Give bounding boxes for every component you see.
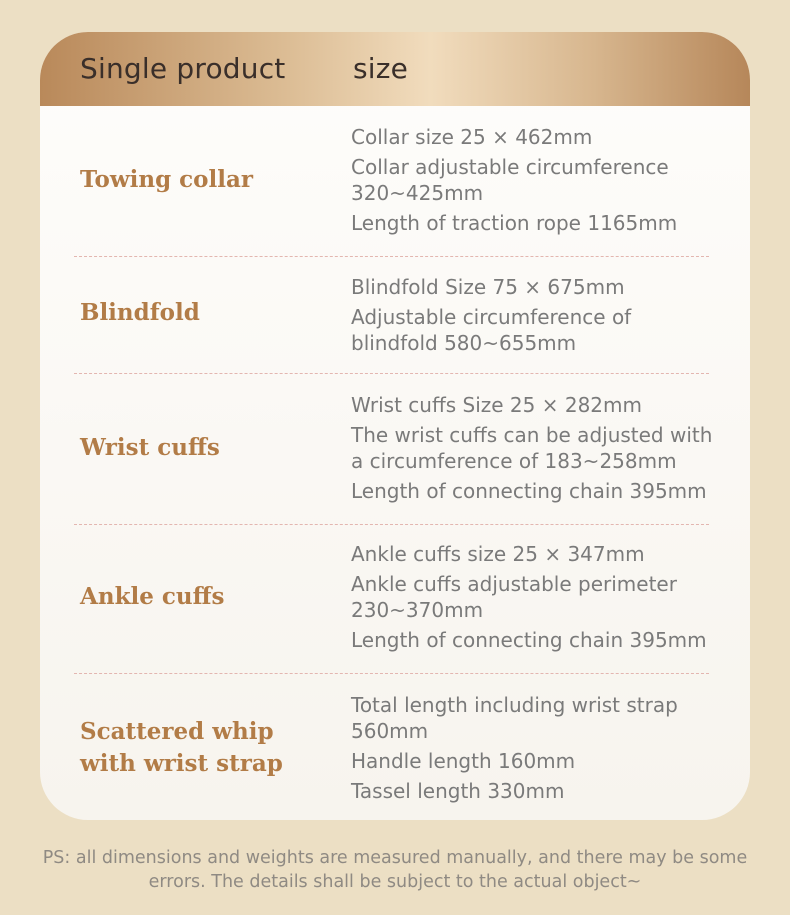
- product-details: [351, 274, 721, 360]
- detail-line: Total length including wrist strap 560mm: [351, 693, 678, 743]
- product-name: Ankle cuffs: [80, 583, 225, 610]
- detail-line: Length of connecting chain 395mm: [351, 628, 707, 652]
- header-product-label: Single product: [80, 52, 286, 85]
- detail-line: Length of connecting chain 395mm: [351, 479, 707, 503]
- detail-line: Adjustable circumference of blindfold 580~655mm: [351, 305, 632, 355]
- detail-line: Ankle cuffs adjustable perimeter 230~370mm: [351, 572, 677, 622]
- detail-line: Blindfold Size 75 × 675mm: [351, 275, 625, 299]
- row-divider: [74, 373, 709, 374]
- row-divider: [74, 673, 709, 674]
- size-table-card: [40, 32, 750, 820]
- header-size-label: size: [353, 52, 409, 85]
- product-details: [351, 692, 721, 808]
- product-name: Wrist cuffs: [80, 434, 220, 461]
- row-divider: [74, 524, 709, 525]
- detail-line: Tassel length 330mm: [351, 779, 565, 803]
- detail-line: Collar adjustable circumference 320~425mm: [351, 155, 669, 205]
- table-header: [40, 32, 750, 106]
- detail-line: Collar size 25 × 462mm: [351, 125, 593, 149]
- product-details: [351, 541, 721, 657]
- footnote: PS: all dimensions and weights are measured manually, and there may be some errors. The details shall be subject to the actual object~: [42, 848, 748, 892]
- detail-line: The wrist cuffs can be adjusted with a circumference of 183~258mm: [351, 423, 713, 473]
- detail-line: Length of traction rope 1165mm: [351, 211, 678, 235]
- detail-line: Handle length 160mm: [351, 749, 576, 773]
- product-name: Towing collar: [80, 166, 254, 193]
- row-divider: [74, 256, 709, 257]
- detail-line: Ankle cuffs size 25 × 347mm: [351, 542, 645, 566]
- product-details: [351, 124, 721, 240]
- product-details: [351, 392, 721, 508]
- detail-line: Wrist cuffs Size 25 × 282mm: [351, 393, 642, 417]
- product-name: Scattered whip with wrist strap: [80, 718, 283, 777]
- product-name: Blindfold: [80, 299, 200, 326]
